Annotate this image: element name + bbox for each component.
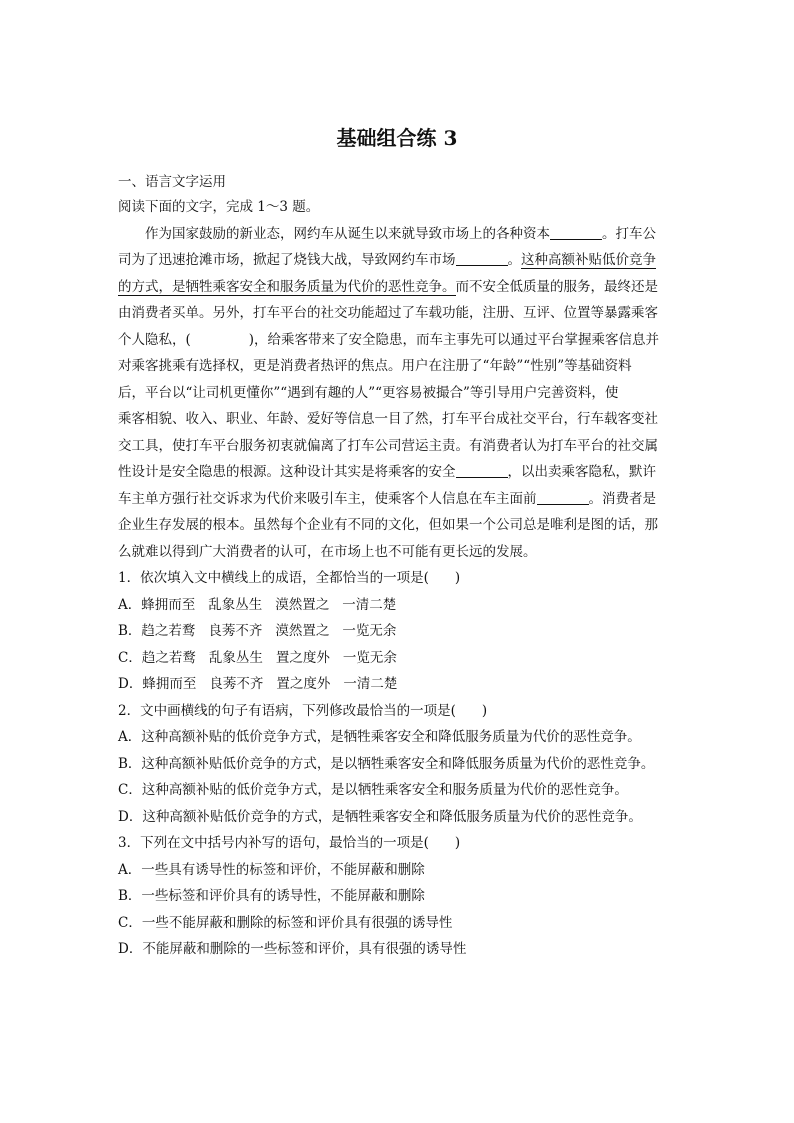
option-b: B．趋之若鹜 良莠不齐 漠然置之 一览无余: [118, 623, 397, 639]
passage-line: 由消费者买单。另外，打车平台的社交功能超过了车载功能，注册、互评、位置等暴露乘客: [118, 305, 658, 321]
passage-line: 企业生存发展的根本。虽然每个企业有不同的文化，但如果一个公司总是唯利是图的话，那: [118, 517, 658, 533]
option-d: D．不能屏蔽和删除的一些标签和评价，具有很强的诱导性: [118, 941, 467, 957]
underlined-sentence: 这种高额补贴低价竞争: [521, 252, 656, 268]
section-heading: 一、语言文字运用: [118, 174, 226, 190]
document-body: [118, 170, 678, 963]
question-stem: 2．文中画横线的句子有语病，下列修改最恰当的一项是( ): [118, 702, 488, 719]
passage-line: 性设计是安全隐患的根源。这种设计其实是将乘客的安全 ，以出卖乘客隐私，默许: [118, 464, 656, 480]
passage-line: 么就难以得到广大消费者的认可，在市场上也不可能有更长远的发展。: [118, 543, 537, 560]
passage-line: 作为国家鼓励的新业态，网约车从诞生以来就导致市场上的各种资本 。打车公: [145, 225, 656, 242]
option-b: B．这种高额补贴低价竞争的方式，是以牺牲乘客安全和降低服务质量为代价的恶性竞争。: [118, 755, 655, 772]
option-b: B．一些标签和评价具有的诱导性，不能屏蔽和删除: [118, 888, 425, 904]
passage-line: 车主单方强行社交诉求为代价来吸引车主，使乘客个人信息在车主面前 。消费者是: [118, 490, 656, 507]
option-c: C．一些不能屏蔽和删除的标签和评价具有很强的诱导性: [118, 914, 453, 931]
page-title: 基础组合练 3: [336, 126, 458, 150]
fill-blank-4: [537, 489, 589, 505]
option-d: D．蜂拥而至 良莠不齐 置之度外 一清二楚: [118, 676, 398, 692]
fill-blank-2: [456, 250, 508, 266]
fill-blank-1: [550, 224, 602, 240]
passage-line: 对乘客挑乘有选择权，更是消费者热评的焦点。用户在注册了“年龄”“性别”等基础资料: [118, 358, 632, 374]
option-c: C．这种高额补贴的低价竞争方式，是以牺牲乘客安全和服务质量为代价的恶性竞争。: [118, 782, 628, 798]
passage-line: 后，平台以“让司机更懂你”“遇到有趣的人”“更容易被撮合”等引导用户完善资料，使: [118, 384, 619, 401]
instruction-text: 阅读下面的文字，完成 1～3 题。: [118, 199, 320, 215]
question-stem: 3．下列在文中括号内补写的语句，最恰当的一项是( ): [118, 835, 461, 851]
option-a: A．这种高额补贴的低价竞争方式，是牺牲乘客安全和降低服务质量为代价的恶性竞争。: [118, 729, 641, 745]
fill-blank-3: [456, 462, 508, 478]
question-stem: 1．依次填入文中横线上的成语，全都恰当的一项是( ): [118, 570, 461, 586]
option-a: A．一些具有诱导性的标签和评价，不能屏蔽和删除: [118, 861, 425, 878]
option-a: A．蜂拥而至 乱象丛生 漠然置之 一清二楚: [118, 596, 397, 613]
passage-line: 交工具，使打车平台服务初衷就偏离了打车公司营运主责。有消费者认为打车平台的社交属: [118, 437, 658, 454]
reading-passage: [118, 221, 678, 566]
underlined-sentence: 的方式，是牺牲乘客安全和服务质量为代价的恶性竞争。: [118, 278, 456, 295]
passage-line: 司为了迅速抢滩市场，掀起了烧钱大战，导致网约车市场 。这种高额补贴低价竞争: [118, 252, 656, 268]
passage-line: 的方式，是牺牲乘客安全和服务质量为代价的恶性竞争。而不安全低质量的服务，最终还是: [118, 278, 658, 295]
passage-line: 个人隐私，( )，给乘客带来了安全隐患，而车主事先可以通过平台掌握乘客信息并: [118, 331, 660, 348]
option-d: D．这种高额补贴低价竞争的方式，是牺牲乘客安全和降低服务质量为代价的恶性竞争。: [118, 808, 642, 825]
passage-line: 乘客相貌、收入、职业、年龄、爱好等信息一目了然，打车平台成社交平台，行车载客变社: [118, 411, 658, 427]
option-c: C．趋之若鹜 乱象丛生 置之度外 一览无余: [118, 649, 397, 666]
